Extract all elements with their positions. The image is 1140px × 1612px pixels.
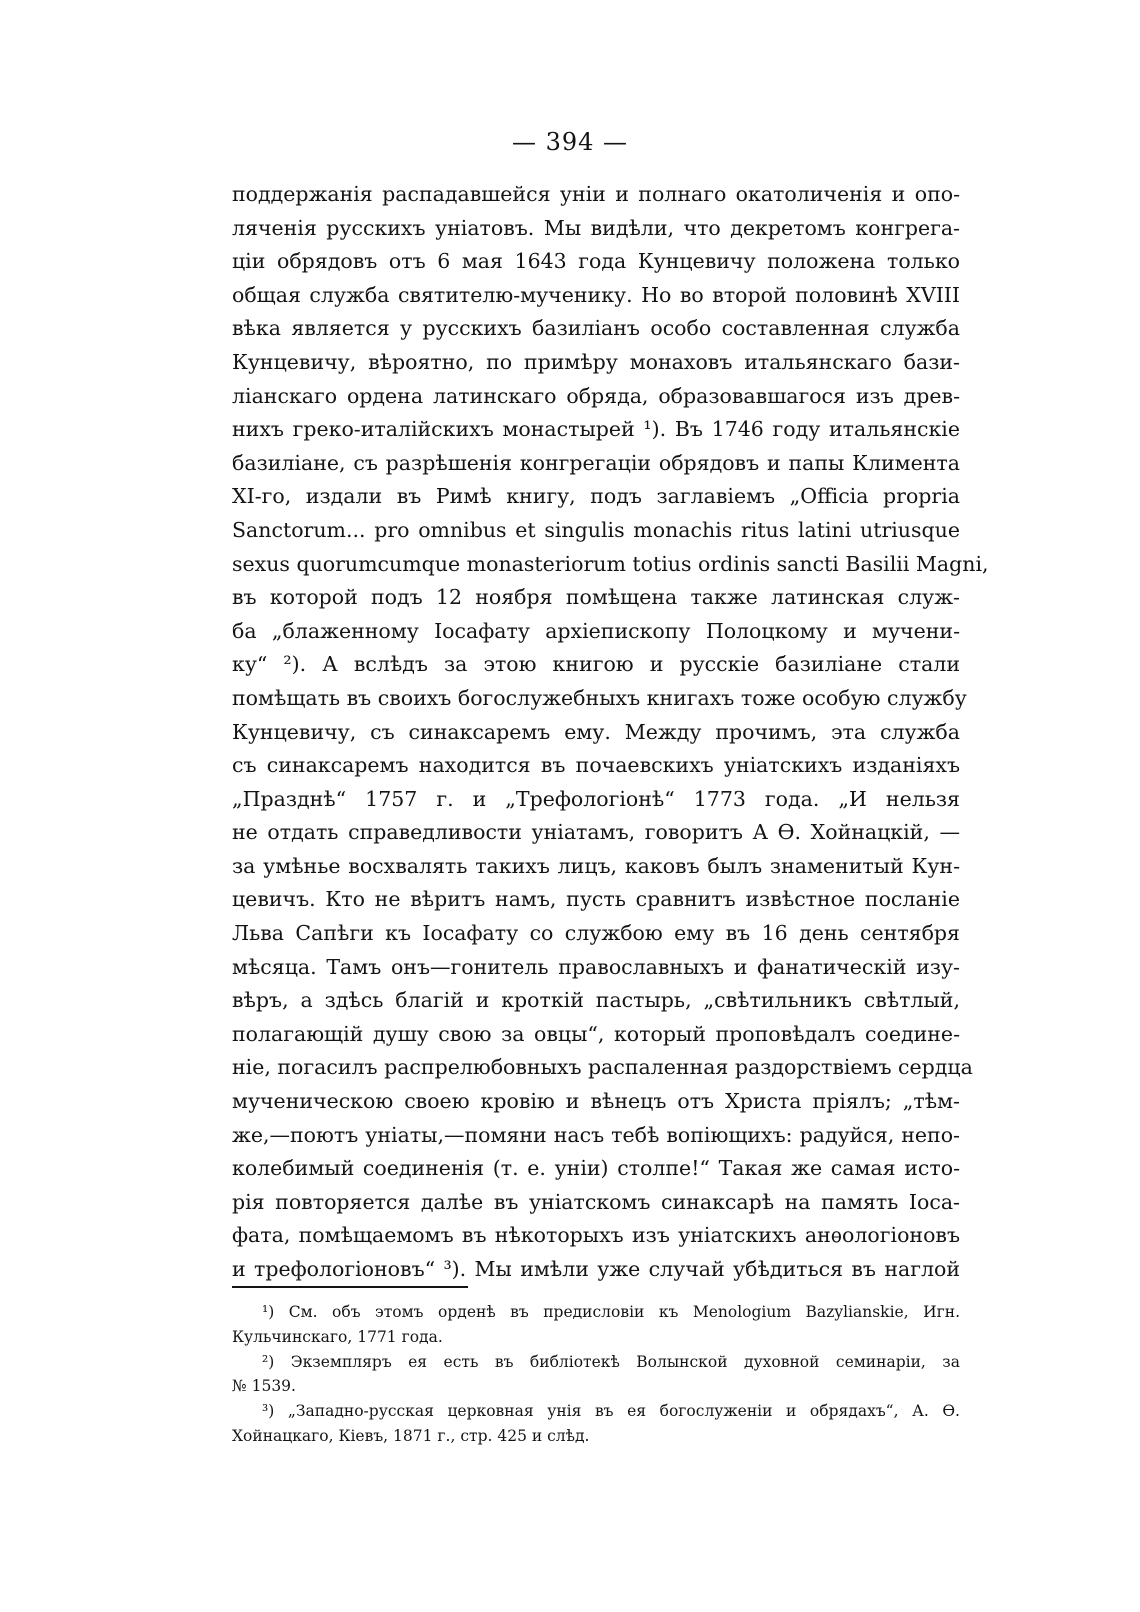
body-line: фата, помѣщаемомъ въ нѣкоторыхъ изъ уніатскихъ анѳологіоновъ [232, 1223, 960, 1248]
body-line: ціи обрядовъ отъ 6 мая 1643 года Кунцевичу положена только [232, 249, 960, 274]
footnote-line: ³) „Западно-русская церковная унія въ ея богослуженіи и обрядахъ“, А. Ѳ. [262, 1402, 960, 1421]
body-line: Sanctorum... pro omnibus et singulis monachis ritus latini utriusque [232, 517, 960, 542]
body-line: съ синаксаремъ находится въ почаевскихъ уніатскихъ изданіяхъ [232, 753, 960, 778]
footnote-line: № 1539. [232, 1377, 296, 1396]
body-line: sexus quorumcumque monasteriorum totius ordinis sancti Basilii Magni, [232, 551, 989, 576]
body-line: ліанскаго ордена латинскаго обряда, образовавшагося изъ древ- [232, 383, 960, 408]
body-line: мученическою своею кровію и вѣнецъ отъ Христа пріялъ; „тѣм- [232, 1089, 960, 1114]
body-line: же,—поютъ уніаты,—помяни насъ тебѣ вопіющихъ: радуйся, непо- [232, 1122, 960, 1147]
body-line: „Празднѣ“ 1757 г. и „Трефологіонѣ“ 1773 года. „И нельзя [232, 786, 960, 811]
body-line: въ которой подъ 12 ноября помѣщена также латинская служ- [232, 585, 960, 610]
footnote-line: ²) Экземпляръ ея есть въ библіотекѣ Волынской духовной семинаріи, за [262, 1352, 960, 1371]
body-line: рія повторяется далѣе въ уніатскомъ синаксарѣ на память Іоса- [232, 1189, 960, 1214]
body-line: мѣсяца. Тамъ онъ—гонитель православныхъ и фанатическій изу- [232, 954, 960, 979]
body-line: ляченія русскихъ уніатовъ. Мы видѣли, что декретомъ конгрега- [232, 215, 960, 240]
body-line: поддержанія распадавшейся уніи и полнаго окатоличенія и опо- [232, 182, 960, 206]
footnote-line: Кульчинскаго, 1771 года. [232, 1327, 443, 1346]
body-line: Кунцевичу, съ синаксаремъ ему. Между прочимъ, эта служба [232, 719, 960, 744]
footnote-divider [232, 1286, 468, 1288]
body-line: вѣръ, а здѣсь благій и кроткій пастырь, „свѣтильникъ свѣтлый, [232, 988, 960, 1013]
body-line: ба „блаженному Іосафату архіепископу Полоцкому и мучени- [232, 618, 960, 643]
body-text [232, 178, 989, 1287]
footnote-line: ¹) См. объ этомъ орденѣ въ предисловіи къ Menologium Bazylianskie, Игн. [262, 1303, 960, 1321]
body-line: Кунцевичу, вѣроятно, по примѣру монаховъ итальянскаго бази- [232, 349, 960, 374]
page-number: — 394 — [511, 128, 629, 156]
body-line: Льва Сапѣги къ Іосафату со службою ему въ 16 день сентября [232, 921, 960, 946]
body-line: не отдать справедливости уніатамъ, говоритъ А Ѳ. Хойнацкій, — [232, 820, 960, 845]
body-line: вѣка является у русскихъ базиліанъ особо составленная служба [232, 316, 960, 341]
body-line: и трефологіоновъ“ ³). Мы имѣли уже случай убѣдиться въ наглой [232, 1257, 960, 1281]
body-line: колебимый соединенія (т. е. уніи) столпе!“ Такая же самая исто- [232, 1156, 960, 1181]
body-line: цевичъ. Кто не вѣритъ намъ, пусть сравнитъ извѣстное посланіе [232, 887, 960, 912]
body-line: нихъ греко-италійскихъ монастырей ¹). Въ 1746 году итальянскіе [232, 417, 960, 442]
body-line: XI-го, издали въ Римѣ книгу, подъ заглавіемъ „Officia propria [232, 484, 960, 509]
body-line: ку“ ²). А вслѣдъ за этою книгою и русскіе базиліане стали [232, 652, 960, 677]
body-line: общая служба святителю-мученику. Но во второй половинѣ XVIII [232, 282, 960, 307]
body-line: за умѣнье восхвалять такихъ лицъ, каковъ былъ знаменитый Кун- [232, 853, 960, 878]
body-line: помѣщать въ своихъ богослужебныхъ книгахъ тоже особую службу [232, 685, 967, 710]
footnote-line: Хойнацкаго, Кіевъ, 1871 г., стр. 425 и слѣд. [232, 1426, 590, 1445]
footnotes [232, 1300, 960, 1449]
body-line: базиліане, съ разрѣшенія конгрегаціи обрядовъ и папы Климента [232, 450, 960, 475]
body-line: ніе, погасилъ распрелюбовныхъ распаленная раздорствіемъ сердца [232, 1055, 973, 1080]
body-line: полагающій душу свою за овцы“, который проповѣдалъ соедине- [232, 1021, 960, 1046]
